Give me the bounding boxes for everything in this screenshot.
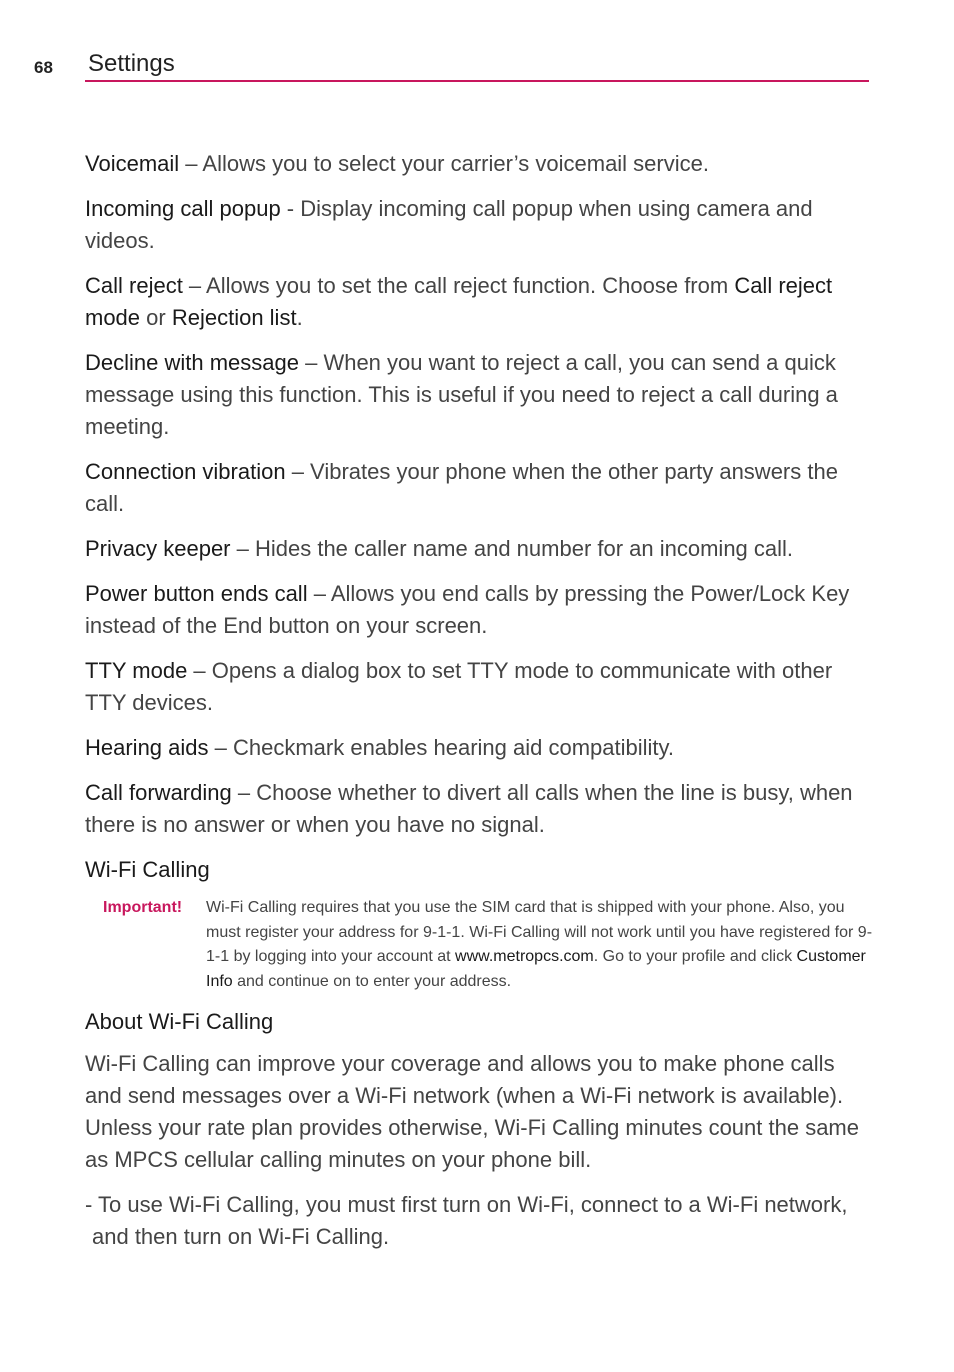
entry-decline-with-message <box>85 347 875 443</box>
entry-term: TTY mode <box>85 658 188 683</box>
wifi-calling-heading: Wi-Fi Calling <box>85 857 210 882</box>
entry-call-reject <box>85 270 875 334</box>
header-divider <box>85 80 869 82</box>
entry-term: Incoming call popup <box>85 196 281 221</box>
section-title: Settings <box>88 50 175 77</box>
entry-description: – When you want to reject a call, you can send a quick message using this function. This is useful if you need to reject a call during a meeting. <box>85 350 838 439</box>
note-text: . Go to your profile and click <box>593 948 797 965</box>
about-wifi-calling-paragraph: Wi-Fi Calling can improve your coverage and allows you to make phone calls and send messages over a Wi-Fi network (when a Wi-Fi network is available). Unless your rate plan provides otherwise, Wi-Fi Calling minutes count the same as MPCS cellular calling minutes on your phone bill. <box>85 1051 859 1172</box>
entry-term: Decline with message <box>85 350 299 375</box>
entry-incoming-call-popup <box>85 193 875 257</box>
wifi-calling-instruction: - To use Wi-Fi Calling, you must first turn on Wi-Fi, connect to a Wi-Fi network, and then turn on Wi-Fi Calling. <box>85 1192 848 1249</box>
entry-term: Privacy keeper <box>85 536 231 561</box>
entry-description: – Allows you to set the call reject function. Choose from <box>182 273 735 298</box>
note-text: and continue on to enter your address. <box>232 972 512 990</box>
entry-description: – Choose whether to divert all calls when the line is busy, when there is no answer or when you have no signal. <box>85 780 853 837</box>
note-text: Wi-Fi Calling requires that you use the SIM card that is shipped with your phone. Also, you must register your address for 9-1-1. Wi-Fi Calling will not work until you have registered for 9-1-1 by logging into your account at <box>206 899 873 965</box>
entry-voicemail <box>85 148 875 180</box>
entry-description: – Allows you to select your carrier’s voicemail service. <box>179 151 709 176</box>
page-number: 68 <box>34 58 53 77</box>
metropcs-link: www.metropcs.com <box>455 948 594 965</box>
entry-description: – Allows you end calls by pressing the Power/Lock Key instead of the End button on your screen. <box>85 581 850 638</box>
entry-description: – Hides the caller name and number for an incoming call. <box>230 536 794 561</box>
entry-description: – Opens a dialog box to set TTY mode to communicate with other TTY devices. <box>85 658 833 715</box>
entry-term: Hearing aids <box>85 735 209 760</box>
entry-term: Power button ends call <box>85 581 308 606</box>
entry-term: Connection vibration <box>85 459 286 484</box>
entry-term: Voicemail <box>85 151 180 176</box>
entry-term-call-reject-mode: Call reject mode <box>85 273 833 330</box>
entry-connection-vibration <box>85 456 875 520</box>
entry-term: Call forwarding <box>85 780 232 805</box>
entry-term: Call reject <box>85 273 183 298</box>
entry-privacy-keeper <box>85 533 875 565</box>
entry-description: – Vibrates your phone when the other party answers the call. <box>85 459 838 516</box>
entry-description: – Checkmark enables hearing aid compatibility. <box>208 735 675 760</box>
entry-power-button-ends-call <box>85 578 875 642</box>
important-label: Important! <box>103 899 183 916</box>
entry-hearing-aids <box>85 732 875 764</box>
customer-info-label: Customer Info <box>206 948 866 990</box>
entry-description: - Display incoming call popup when using camera and videos. <box>85 196 813 253</box>
entry-end-punctuation: . <box>296 305 303 330</box>
entry-call-forwarding <box>85 777 875 841</box>
important-note-body <box>206 896 875 994</box>
entry-connector: or <box>140 305 172 330</box>
entry-term-rejection-list: Rejection list <box>171 305 297 330</box>
main-content <box>85 148 875 1253</box>
entry-tty-mode <box>85 655 875 719</box>
important-note <box>103 896 875 994</box>
about-wifi-calling-heading: About Wi-Fi Calling <box>85 1009 274 1034</box>
